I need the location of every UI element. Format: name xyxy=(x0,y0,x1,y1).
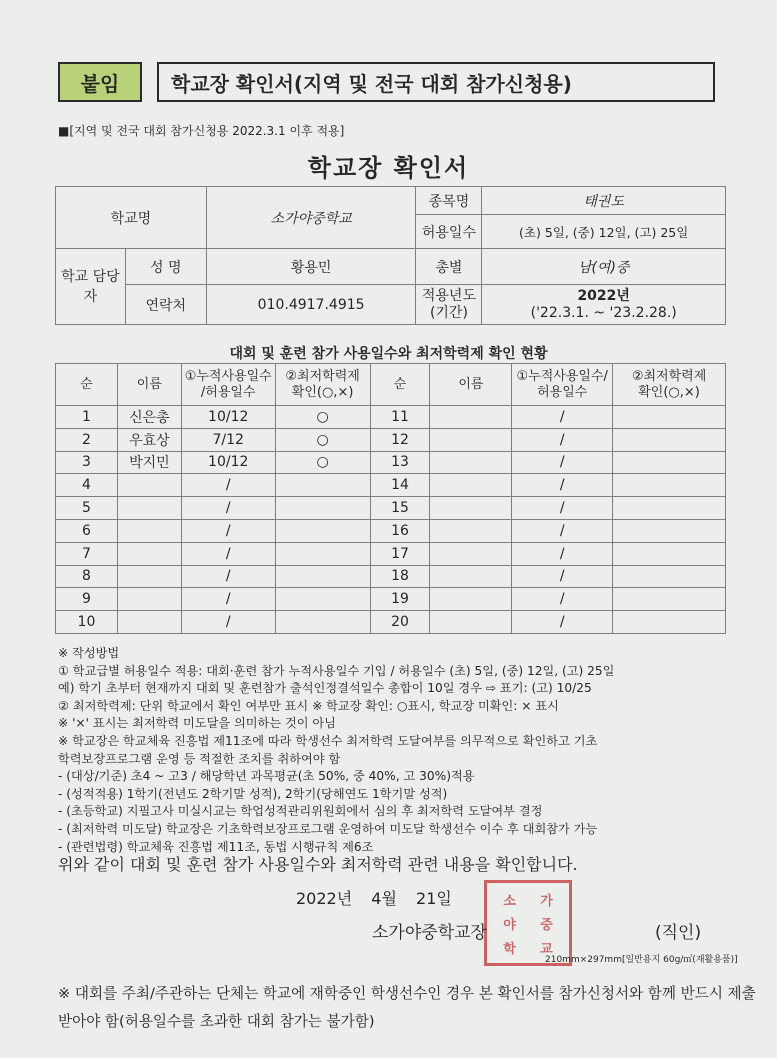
cell-name2 xyxy=(430,588,512,611)
cell-days2: / xyxy=(512,542,613,565)
cell-no2: 18 xyxy=(370,565,430,588)
cell-days: / xyxy=(181,611,275,634)
cell-no: 1 xyxy=(56,406,118,429)
cell-acad2 xyxy=(613,474,726,497)
cell-name xyxy=(117,519,181,542)
cell-days: / xyxy=(181,588,275,611)
cell-name xyxy=(117,611,181,634)
page-title: 학교장 확인서 xyxy=(307,154,470,182)
cell-days2: / xyxy=(512,565,613,588)
year-value: 2022년 xyxy=(577,287,630,304)
cell-no: 6 xyxy=(56,519,118,542)
allowed-label: 허용일수 xyxy=(416,215,482,249)
col-no: 순 xyxy=(56,364,118,406)
date-month: 4월 xyxy=(371,889,397,908)
cell-name2 xyxy=(430,406,512,429)
col-acad-2b: 확인(○,×) xyxy=(638,384,700,400)
cell-acad xyxy=(275,565,370,588)
table-row xyxy=(56,542,726,565)
year-label-2: (기간) xyxy=(429,304,468,321)
cell-no2: 19 xyxy=(370,588,430,611)
seal-label: (직인) xyxy=(655,923,702,943)
date-year: 2022년 xyxy=(296,889,353,908)
cell-no2: 15 xyxy=(370,497,430,520)
seal-char: 야 xyxy=(503,917,516,933)
col-days-1: ①누적사용일수 xyxy=(184,368,272,384)
cell-acad2 xyxy=(613,611,726,634)
cell-acad2 xyxy=(613,519,726,542)
applied-note: ■[지역 및 전국 대회 참가신청용 2022.3.1 이후 적용] xyxy=(58,124,345,138)
notes-section xyxy=(58,645,728,856)
document-heading: 학교장 확인서(지역 및 전국 대회 참가신청용) xyxy=(157,62,715,102)
cell-no2: 11 xyxy=(370,406,430,429)
seal-char: 가 xyxy=(540,893,553,909)
cell-no2: 16 xyxy=(370,519,430,542)
note-line: - (성적적용) 1학기(전년도 2학기말 성적), 2학기(당해연도 1학기말 성적) xyxy=(58,786,448,801)
cell-no2: 12 xyxy=(370,428,430,451)
cell-days: 10/12 xyxy=(181,406,275,429)
allowed-value: (초) 5일, (중) 12일, (고) 25일 xyxy=(482,215,726,249)
attachment-badge: 붙임 xyxy=(58,62,142,102)
confirmation-text: 위와 같이 대회 및 훈련 참가 사용일수와 최저학력 관련 내용을 확인합니다. xyxy=(58,855,578,874)
year-label-1: 적용년도 xyxy=(421,287,476,304)
cell-no2: 20 xyxy=(370,611,430,634)
cell-acad xyxy=(275,588,370,611)
note-line: - (초등학교) 지필고사 미실시교는 학업성적관리위원회에서 심의 후 최저학력 도달여부 결정 xyxy=(58,804,543,819)
cell-acad2 xyxy=(613,588,726,611)
cell-days: / xyxy=(181,565,275,588)
cell-acad2 xyxy=(613,406,726,429)
cell-no: 9 xyxy=(56,588,118,611)
status-table xyxy=(55,363,726,634)
cell-days2: / xyxy=(512,497,613,520)
contact-value: 010.4917.4915 xyxy=(206,285,416,325)
note-line: - (최저학력 미도달) 학교장은 기초학력보장프로그램 운영하여 미도달 학생선수 이수 후 대회참가 가능 xyxy=(58,821,598,836)
col-name: 이름 xyxy=(117,364,181,406)
cell-name2 xyxy=(430,565,512,588)
seal-char: 소 xyxy=(503,893,516,909)
grid-subtitle: 대회 및 훈련 참가 사용일수와 최저학력제 확인 현황 xyxy=(229,346,548,362)
cell-acad xyxy=(275,542,370,565)
note-line: - (대상/기준) 초4 ~ 고3 / 해당학년 과목평균(초 50%, 중 40%, 고 30%)적용 xyxy=(58,769,475,784)
school-label: 학교명 xyxy=(56,187,207,249)
cell-no: 10 xyxy=(56,611,118,634)
cell-days2: / xyxy=(512,588,613,611)
cell-name xyxy=(117,565,181,588)
cell-name: 우효상 xyxy=(117,428,181,451)
period-value: ('22.3.1. ~ '23.2.28.) xyxy=(530,304,677,321)
cell-name xyxy=(117,497,181,520)
col-no-2: 순 xyxy=(370,364,430,406)
col-acad-2: 확인(○,×) xyxy=(291,384,354,400)
table-row xyxy=(56,519,726,542)
cell-no: 2 xyxy=(56,428,118,451)
cell-days: 7/12 xyxy=(181,428,275,451)
cell-acad xyxy=(275,474,370,497)
table-row xyxy=(56,588,726,611)
cell-days: / xyxy=(181,519,275,542)
footnote: ※ 대회를 주최/주관하는 단체는 학교에 재학중인 학생선수인 경우 본 확인서를 참가신청서와 함께 반드시 제출받아야 함(허용일수를 초과한 대회 참가는 불가함) xyxy=(58,985,756,1030)
col-name-2: 이름 xyxy=(430,364,512,406)
cell-no2: 14 xyxy=(370,474,430,497)
note-line: ① 학교급별 허용일수 적용: 대회·훈련 참가 누적사용일수 기입 / 허용일수 (초) 5일, (중) 12일, (고) 25일 xyxy=(58,663,615,678)
table-row xyxy=(56,428,726,451)
cell-days2: / xyxy=(512,474,613,497)
info-table xyxy=(55,186,726,325)
cell-acad xyxy=(275,519,370,542)
cell-acad: ○ xyxy=(275,451,370,474)
cell-acad2 xyxy=(613,542,726,565)
cell-days: 10/12 xyxy=(181,451,275,474)
cell-acad xyxy=(275,611,370,634)
cell-name2 xyxy=(430,451,512,474)
cell-days2: / xyxy=(512,451,613,474)
cell-days2: / xyxy=(512,519,613,542)
cell-no: 7 xyxy=(56,542,118,565)
table-row xyxy=(56,406,726,429)
seal-char: 교 xyxy=(540,941,553,957)
table-row xyxy=(56,474,726,497)
cell-acad: ○ xyxy=(275,428,370,451)
cell-no: 4 xyxy=(56,474,118,497)
table-row xyxy=(56,497,726,520)
cell-acad2 xyxy=(613,451,726,474)
seal-char: 중 xyxy=(540,917,553,933)
cell-no2: 17 xyxy=(370,542,430,565)
col-acad-1b: ②최저학력제 xyxy=(631,368,707,384)
cell-acad2 xyxy=(613,428,726,451)
gender-value: 남(여)중 xyxy=(482,249,726,285)
cell-name2 xyxy=(430,542,512,565)
note-line: 학력보장프로그램 운영 등 적절한 조치를 취하여야 함 xyxy=(58,751,341,766)
principal-signature: 소가야중학교장 xyxy=(372,923,487,943)
seal-char: 학 xyxy=(503,941,516,957)
cell-days: / xyxy=(181,542,275,565)
cell-acad: ○ xyxy=(275,406,370,429)
note-line: ※ 작성방법 xyxy=(58,646,120,660)
cell-days2: / xyxy=(512,611,613,634)
cell-name: 신은총 xyxy=(117,406,181,429)
col-days-1b: ①누적사용일수/ xyxy=(516,368,608,384)
cell-acad2 xyxy=(613,565,726,588)
col-days-2b: 허용일수 xyxy=(537,384,588,400)
cell-days: / xyxy=(181,497,275,520)
cell-name xyxy=(117,474,181,497)
table-row xyxy=(56,611,726,634)
col-days-2: /허용일수 xyxy=(200,384,256,400)
cell-name2 xyxy=(430,497,512,520)
note-line: ※ 학교장은 학교체육 진흥법 제11조에 따라 학생선수 최저학력 도달여부를 의무적으로 확인하고 기초 xyxy=(58,733,598,748)
gender-label: 총별 xyxy=(416,249,482,285)
cell-name xyxy=(117,542,181,565)
note-line: ※ '×' 표시는 최저학력 미도달을 의미하는 것이 아님 xyxy=(58,716,336,731)
name-label: 성 명 xyxy=(125,249,206,285)
cell-acad xyxy=(275,497,370,520)
date-line xyxy=(296,886,452,909)
name-value: 황용민 xyxy=(206,249,416,285)
cell-acad2 xyxy=(613,497,726,520)
col-acad-1: ②최저학력제 xyxy=(285,368,360,384)
cell-name2 xyxy=(430,611,512,634)
cell-name2 xyxy=(430,519,512,542)
sport-label: 종목명 xyxy=(416,187,482,215)
cell-no2: 13 xyxy=(370,451,430,474)
cell-days: / xyxy=(181,474,275,497)
date-day: 21일 xyxy=(416,889,452,908)
note-line: - (관련법령) 학교체육 진흥법 제11조, 동법 시행규칙 제6조 xyxy=(58,839,374,854)
cell-name xyxy=(117,588,181,611)
cell-no: 8 xyxy=(56,565,118,588)
teacher-label: 학교 담당자 xyxy=(56,249,126,325)
paper-spec: 210mm×297mm[일반용지 60g/㎡(재활용품)] xyxy=(545,955,738,965)
note-line: ② 최저학력제: 단위 학교에서 확인 여부만 표시 ※ 학교장 확인: ○표시, 학교장 미확인: × 표시 xyxy=(58,698,559,713)
contact-label: 연락처 xyxy=(125,285,206,325)
cell-no: 5 xyxy=(56,497,118,520)
school-value: 소가야중학교 xyxy=(206,187,416,249)
cell-name2 xyxy=(430,474,512,497)
cell-name: 박지민 xyxy=(117,451,181,474)
table-row xyxy=(56,565,726,588)
cell-no: 3 xyxy=(56,451,118,474)
cell-days2: / xyxy=(512,428,613,451)
cell-name2 xyxy=(430,428,512,451)
cell-days2: / xyxy=(512,406,613,429)
table-row xyxy=(56,451,726,474)
note-line: 예) 학기 초부터 현재까지 대회 및 훈련참가 출석인정결석일수 총합이 10일 경우 ⇨ 표기: (고) 10/25 xyxy=(58,681,592,696)
sport-value: 태권도 xyxy=(482,187,726,215)
